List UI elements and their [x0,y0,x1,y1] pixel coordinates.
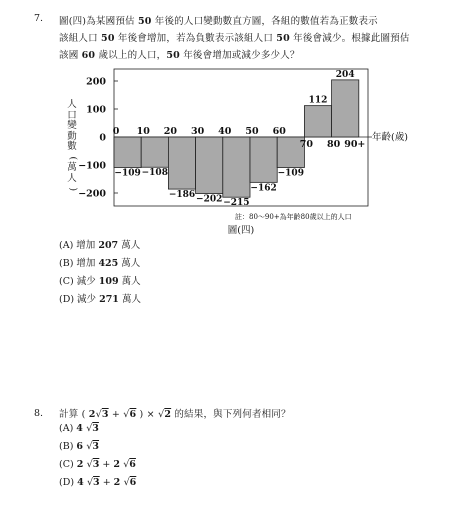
q7-option[interactable] [59,255,140,269]
option-label: (A) 增加 [59,240,99,251]
x-tick-label: 20 [163,126,178,137]
q8-radicand: 3 [101,409,109,420]
q7-text: 年後會增加，若為負數表示該組人口 [114,33,277,44]
q7-number: 50 [166,50,180,61]
y-tick-label: 0 [99,132,106,144]
y-tick-label: −200 [78,188,106,200]
ylabel-char: ( [67,155,79,160]
q7-option[interactable] [59,237,140,251]
sqrt-symbol: √ [123,409,130,420]
radical-term: 4 √3 [76,423,99,434]
q8-text: + [108,409,124,420]
radical-term: 2 √6 [113,477,137,488]
q7-text: 年後的人口變動數直方圖，各組的數值若為正數表示 [151,16,378,27]
question-8-stem [59,406,291,420]
chart-note: 註：80～90+為年齡80歲以上的人口 [235,213,352,221]
bar-value-label: −109 [277,168,304,179]
q8-option[interactable] [59,441,99,452]
option-label: (B) 增加 [59,258,99,269]
option-label: (A) [59,423,77,434]
x-tick-label: 10 [136,126,150,137]
q7-text: 年後會減少。根據此圖預估 [289,33,410,44]
histogram-chart [0,0,458,250]
ylabel-char: 動 [67,130,77,142]
q7-number: 60 [81,50,96,61]
ylabel-char: ) [67,187,79,192]
histogram-bar [332,80,359,137]
q8-text: ) × [136,409,159,420]
sqrt-symbol: √ [158,409,165,420]
q7-text: 年後會增加或減少多少人？ [180,50,300,61]
x-tick-label: 90+ [344,139,366,150]
option-unit: 萬人 [118,240,141,251]
option-label: (C) 減少 [59,276,99,287]
q8-radicand: 2 [164,409,172,420]
histogram-bar [168,137,195,189]
ylabel-char: 變 [67,120,77,131]
x-tick-label: 0 [112,126,120,137]
bar-value-label: −186 [168,190,196,201]
q7-number: 50 [137,16,152,27]
histogram-bar [304,106,331,137]
y-tick-label: −100 [78,160,106,172]
option-value: 109 [98,276,119,287]
sqrt-symbol: √ [95,409,102,420]
x-tick-label: 50 [245,126,259,137]
ylabel-char: 人 [67,99,77,110]
bar-value-label: −202 [196,194,223,205]
option-value: 271 [99,294,119,305]
option-label: (D) 減少 [59,294,100,305]
q8-option[interactable] [59,459,136,470]
plus-sign: + [99,477,114,488]
question-8-number: 8. [34,408,44,419]
bar-value-label: 112 [308,95,328,106]
chart-caption: 圖(四) [227,225,255,236]
histogram-bar [114,137,141,168]
q8-text: 的結果，與下列何者相同？ [171,409,291,420]
y-tick-label: 200 [86,76,106,88]
option-value: 207 [98,240,119,251]
option-unit: 萬人 [118,276,141,287]
bar-value-label: −215 [223,198,250,209]
option-unit: 萬人 [118,258,141,269]
bar-value-label: −109 [114,168,141,179]
ylabel-char: 口 [67,109,77,121]
radical-term: 2 √6 [113,459,136,470]
option-label: (C) [59,459,77,470]
x-tick-label: 60 [272,126,286,137]
question-7-number: 7. [34,13,44,24]
q7-number: 50 [276,33,290,44]
option-value: 425 [98,258,119,269]
histogram-bar [196,137,223,194]
option-unit: 萬人 [118,294,141,305]
x-tick-label: 40 [218,126,232,137]
q7-number: 50 [101,33,115,44]
q7-text: 歲以上的人口， [95,50,167,61]
q8-number: 2 [88,409,96,420]
x-axis-label: 年齡(歲) [372,132,408,143]
histogram-bar [250,137,277,182]
plus-sign: + [99,459,114,470]
q7-option[interactable] [59,291,141,305]
q7-text: 該組人口 [59,33,102,44]
q7-option[interactable] [59,273,141,287]
bar-value-label: −108 [141,168,168,179]
q8-option[interactable] [59,477,136,488]
option-label: (D) [59,477,78,488]
ylabel-char: 數 [67,141,77,152]
y-tick-label: 100 [86,104,106,116]
ylabel-char: 人 [67,172,77,184]
q8-text: 計算 ( [59,409,89,420]
bar-value-label: −162 [250,183,277,194]
q7-text: 該國 [59,50,82,61]
x-tick-label: 70 [299,139,314,150]
x-tick-label: 80 [326,139,341,150]
ylabel-char: 萬 [67,162,77,173]
histogram-bar [141,137,168,167]
radical-term: 6 √3 [76,441,100,452]
radical-term: 2 √3 [76,459,100,470]
q7-text: 圖(四)為某國預估 [59,16,138,27]
q8-option[interactable] [59,423,99,434]
bar-value-label: 204 [335,69,355,80]
x-tick-label: 30 [190,126,205,137]
option-label: (B) [59,441,77,452]
q8-radicand: 6 [129,409,137,420]
radical-term: 4 √3 [77,477,100,488]
histogram-bar [223,137,250,197]
